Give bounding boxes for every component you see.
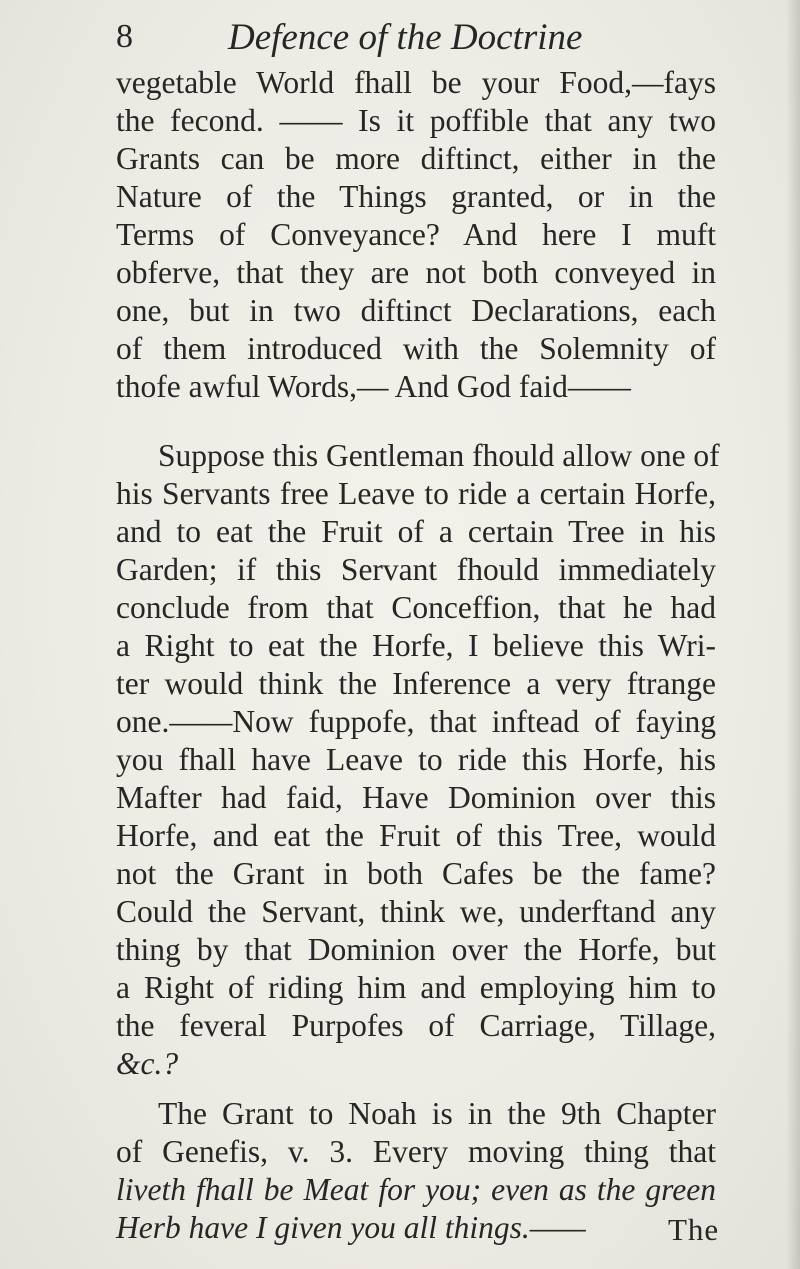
text-line: his Servants free Leave to ride a certain Horfe, (116, 476, 716, 511)
page-number: 8 (116, 18, 133, 55)
paragraph-1 (116, 64, 716, 406)
text-line: one, but in two diftinct Declarations, each (116, 293, 716, 328)
text-line: Herb have I given you all things.—— (116, 1210, 586, 1245)
text-line: you fhall have Leave to ride this Horfe, his (116, 742, 716, 777)
text-line: Suppose this Gentleman fhould allow one of (158, 438, 720, 473)
page-edge-shadow (786, 0, 800, 1269)
text-line: Could the Servant, think we, underftand any (116, 894, 716, 929)
text-line: ter would think the Inference a very ftrange (116, 666, 716, 701)
text-line: Nature of the Things granted, or in the (116, 179, 716, 214)
text-line: not the Grant in both Cafes be the fame? (116, 856, 716, 891)
text-line: of Genefis, v. 3. Every moving thing that (116, 1134, 716, 1169)
text-line: thofe awful Words,— And God faid—— (116, 369, 631, 404)
text-line: obferve, that they are not both conveyed in (116, 255, 716, 290)
catchword: The (668, 1212, 720, 1247)
text-line: Horfe, and eat the Fruit of this Tree, would (116, 818, 716, 853)
text-line: a Right of riding him and employing him to (116, 970, 716, 1005)
running-head-title: Defence of the Doctrine (228, 17, 583, 58)
text-line: the feveral Purpofes of Carriage, Tillage, (116, 1008, 716, 1043)
text-line: conclude from that Conceffion, that he had (116, 590, 716, 625)
text-line: Garden; if this Servant fhould immediately (116, 552, 716, 587)
text-line: thing by that Dominion over the Horfe, but (116, 932, 716, 967)
text-line: Mafter had faid, Have Dominion over this (116, 780, 716, 815)
text-line: liveth fhall be Meat for you; even as the green (116, 1172, 716, 1207)
paragraph-2 (116, 437, 720, 1083)
text-line: &c.? (116, 1046, 179, 1081)
text-line: a Right to eat the Horfe, I believe this Wri- (116, 628, 716, 663)
text-line: one.——Now fuppofe, that inftead of faying (116, 704, 716, 739)
text-line: and to eat the Fruit of a certain Tree in his (116, 514, 716, 549)
text-line: vegetable World fhall be your Food,—fays (116, 65, 716, 100)
text-line: Terms of Conveyance? And here I muft (116, 217, 716, 252)
text-line: the fecond. —— Is it poffible that any two (116, 103, 716, 138)
text-line: Grants can be more diftinct, either in the (116, 141, 716, 176)
text-line: of them introduced with the Solemnity of (116, 331, 716, 366)
running-head (116, 14, 716, 62)
text-line: The Grant to Noah is in the 9th Chapter (158, 1096, 716, 1131)
paragraph-3 (116, 1095, 716, 1247)
